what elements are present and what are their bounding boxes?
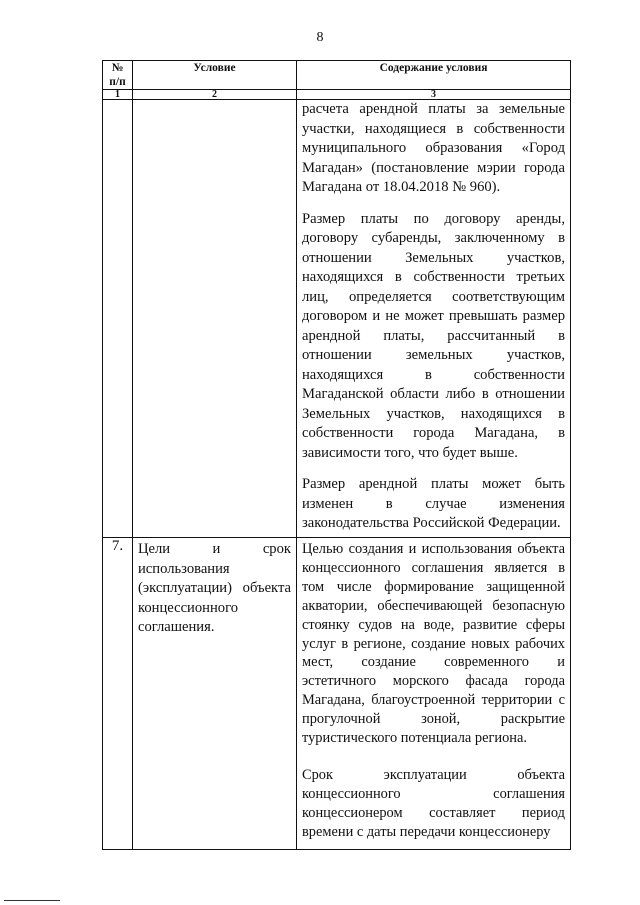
content-paragraph: Размер платы по договору аренды, договору субаренды, заключенному в отношении Земельных участков, находящихся в собственности третьих лиц, определяется соответствующим договором и не может превышать размер арендной платы, рассчитанный в отношении земельных участков, находящихся в собственности Магаданской области либо в отношении Земельных участков, находящихся в собственности города Магадана, в зависимости того, что будет выше.: [302, 210, 565, 461]
row-content: [297, 100, 571, 538]
column-index: 3: [297, 90, 571, 100]
header-condition: Условие: [133, 61, 297, 90]
row-number: 7.: [103, 538, 133, 850]
row-number: [103, 100, 133, 538]
table-row: [103, 538, 571, 850]
table-row: [103, 100, 571, 538]
content-paragraph: Целью создания и использования объекта концессионного соглашения является в том числе формирование защищенной акватории, обеспечивающей безопасную стоянку судов на воде, развитие сферы услуг в регионе, создание новых рабочих мест, создание современного и эстетичного морского фасада города Магадана, благоустроенной территории с прогулочной зоной, раскрытие туристического потенциала региона.: [302, 541, 565, 747]
content-paragraph: расчета арендной платы за земельные участки, находящиеся в собственности муниципального образования «Город Магадан» (постановление мэрии города Магадана от 18.04.2018 № 960).: [302, 101, 565, 195]
header-content: Содержание условия: [297, 61, 571, 90]
column-index-row: [103, 90, 571, 100]
content-paragraph: Размер арендной платы может быть изменен в случае изменения законодательства Российской Федерации.: [302, 476, 565, 531]
conditions-table: [102, 60, 571, 850]
row-condition: [133, 538, 297, 850]
column-index: 1: [103, 90, 133, 100]
page-number: 8: [316, 30, 324, 45]
row-condition: [133, 100, 297, 538]
condition-text: Цели и срок использования (эксплуатации) объекта концессионного соглашения.: [138, 541, 291, 635]
row-content: [297, 538, 571, 850]
content-paragraph: Срок эксплуатации объекта концессионного соглашения концессионером составляет период времени с даты передачи концессионеру: [302, 766, 565, 840]
footnote-divider: [4, 900, 60, 901]
table-header-row: [103, 61, 571, 90]
header-number: № п/п: [103, 61, 133, 90]
column-index: 2: [133, 90, 297, 100]
